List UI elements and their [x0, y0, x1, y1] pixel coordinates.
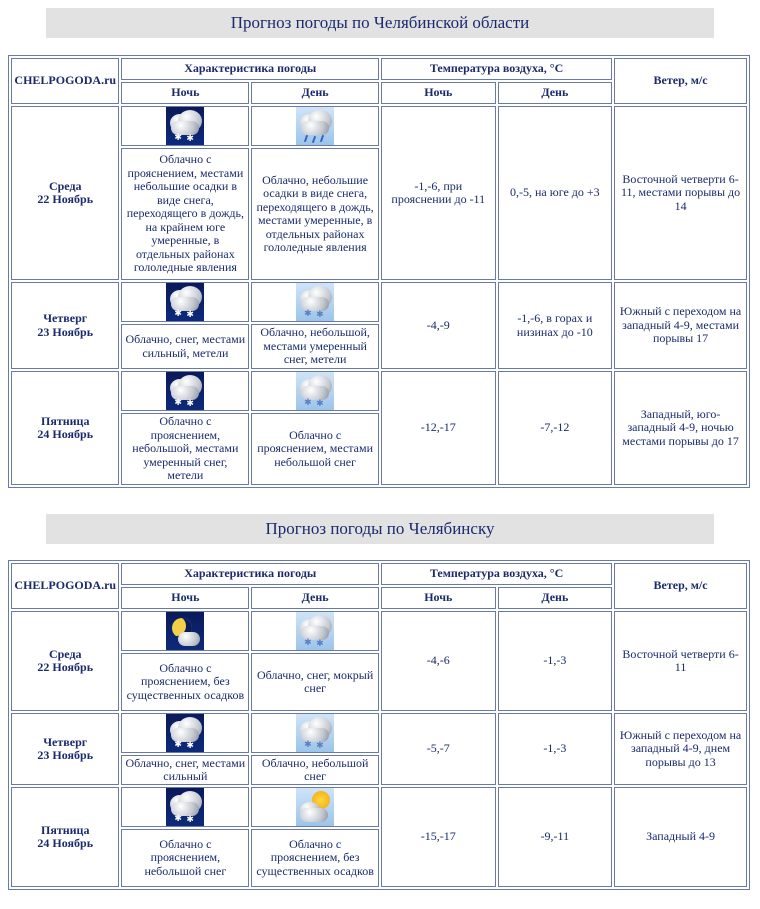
rain-cloud-icon	[296, 107, 334, 145]
day-header: День	[251, 82, 379, 104]
day-icon-cell	[251, 106, 379, 146]
weekday: Четверг	[43, 311, 88, 325]
day-cell	[11, 282, 119, 369]
temperature-header: Температура воздуха, °С	[381, 563, 612, 585]
snow-cloud-icon: ✱ ✱	[296, 372, 334, 410]
day-icon-cell	[251, 371, 379, 411]
temp-night-header: Ночь	[381, 587, 496, 609]
brand-cell: CHELPOGODA.ru	[11, 563, 119, 609]
day-cell	[11, 611, 119, 711]
night-icon-cell	[121, 713, 249, 753]
day-desc-cell: Облачно, снег, мокрый снег	[251, 653, 379, 711]
snow-cloud-icon: ✱ ✱	[166, 714, 204, 752]
night-header: Ночь	[121, 82, 249, 104]
temp-day-cell: -1,-3	[498, 713, 613, 785]
snow-cloud-icon: ✱ ✱	[296, 283, 334, 321]
temp-day-cell: -1,-6, в горах и низинах до -10	[498, 282, 613, 369]
sun-cloud-icon	[296, 788, 334, 826]
night-icon-cell	[121, 611, 249, 651]
temp-day-header: День	[498, 82, 613, 104]
day-cell	[11, 106, 119, 280]
night-desc-cell: Облачно с прояснением, небольшой, местами умеренный снег, метели	[121, 413, 249, 485]
weekday: Среда	[48, 646, 82, 661]
day-desc-cell: Облачно, небольшие осадки в виде снега, переходящего в дождь, местами умеренные, в отдельных районах гололедные явления	[251, 148, 379, 280]
night-desc-cell: Облачно, снег, местами сильный	[121, 755, 249, 785]
day-icon-cell	[251, 282, 379, 322]
snow-cloud-icon: ✱ ✱	[296, 612, 334, 650]
weekday: Четверг	[43, 734, 88, 749]
night-desc-cell: Облачно с прояснением, небольшой снег	[121, 829, 249, 887]
day-cell	[11, 787, 119, 887]
day-desc-cell: Облачно с прояснением, местами небольшой снег	[251, 413, 379, 485]
snow-cloud-icon: ✱ ✱	[166, 283, 204, 321]
snow-cloud-icon: ✱ ✱	[166, 788, 204, 826]
weekday: Пятница	[41, 822, 90, 837]
night-icon-cell	[121, 106, 249, 146]
temp-night-cell: -4,-9	[381, 282, 496, 369]
wind-cell: Южный с переходом на западный 4-9, днем порывы до 13	[614, 713, 747, 785]
night-icon-cell	[121, 282, 249, 322]
day-desc-cell: Облачно, небольшой снег	[251, 755, 379, 785]
region-forecast-title: Прогноз погоды по Челябинской области	[46, 8, 714, 38]
night-desc-cell: Облачно, снег, местами сильный, метели	[121, 324, 249, 369]
snow-cloud-icon: ✱ ✱	[166, 372, 204, 410]
temp-night-cell: -1,-6, при прояснении до -11	[381, 106, 496, 280]
city-forecast-table	[8, 560, 750, 890]
date: 22 Ноябрь	[37, 660, 94, 674]
temp-day-header: День	[498, 587, 613, 609]
temp-day-cell: 0,-5, на юге до +3	[498, 106, 613, 280]
temp-day-cell: -9,-11	[498, 787, 613, 887]
day-header: День	[251, 587, 379, 609]
day-desc-cell: Облачно, небольшой, местами умеренный снег, метели	[251, 324, 379, 369]
date: 23 Ноябрь	[37, 748, 94, 762]
temp-night-cell: -4,-6	[381, 611, 496, 711]
day-icon-cell	[251, 713, 379, 753]
night-desc-cell: Облачно с прояснением, местами небольшие осадки в виде снега, переходящего в дождь, на крайнем юге умеренные, в отдельных районах гололедные явления	[121, 148, 249, 280]
temp-day-cell: -1,-3	[498, 611, 613, 711]
weekday: Среда	[48, 178, 82, 193]
day-desc-cell: Облачно с прояснением, без существенных осадков	[251, 829, 379, 887]
date: 22 Ноябрь	[37, 192, 94, 206]
wind-header: Ветер, м/с	[614, 563, 747, 609]
weekday: Пятница	[41, 413, 90, 428]
region-forecast-table	[8, 55, 750, 488]
day-cell	[11, 713, 119, 785]
night-desc-cell: Облачно с прояснением, без существенных осадков	[121, 653, 249, 711]
moon-cloud-icon	[166, 612, 204, 650]
wind-cell: Восточной четверти 6-11, местами порывы до 14	[614, 106, 747, 280]
temp-night-cell: -5,-7	[381, 713, 496, 785]
wind-cell: Западный 4-9	[614, 787, 747, 887]
date: 23 Ноябрь	[37, 324, 94, 339]
night-header: Ночь	[121, 587, 249, 609]
temp-night-cell: -15,-17	[381, 787, 496, 887]
snow-rain-cloud-icon: ✱ ✱	[166, 107, 204, 145]
night-icon-cell	[121, 371, 249, 411]
wind-cell: Южный с переходом на западный 4-9, местами порывы 17	[614, 282, 747, 369]
temp-day-cell: -7,-12	[498, 371, 613, 485]
day-icon-cell	[251, 787, 379, 827]
date: 24 Ноябрь	[37, 427, 94, 441]
day-icon-cell	[251, 611, 379, 651]
weather-header: Характеристика погоды	[121, 563, 379, 585]
temp-night-cell: -12,-17	[381, 371, 496, 485]
day-cell	[11, 371, 119, 485]
temperature-header: Температура воздуха, °С	[381, 58, 612, 80]
weather-header: Характеристика погоды	[121, 58, 379, 80]
city-forecast-title: Прогноз погоды по Челябинску	[46, 514, 714, 544]
night-icon-cell	[121, 787, 249, 827]
wind-cell: Восточной четверти 6-11	[614, 611, 747, 711]
date: 24 Ноябрь	[37, 836, 94, 850]
brand-cell: CHELPOGODA.ru	[11, 58, 119, 104]
snow-cloud-icon: ✱ ✱	[296, 714, 334, 752]
wind-header: Ветер, м/с	[614, 58, 747, 104]
wind-cell: Западный, юго-западный 4-9, ночью местами порывы до 17	[614, 371, 747, 485]
temp-night-header: Ночь	[381, 82, 496, 104]
